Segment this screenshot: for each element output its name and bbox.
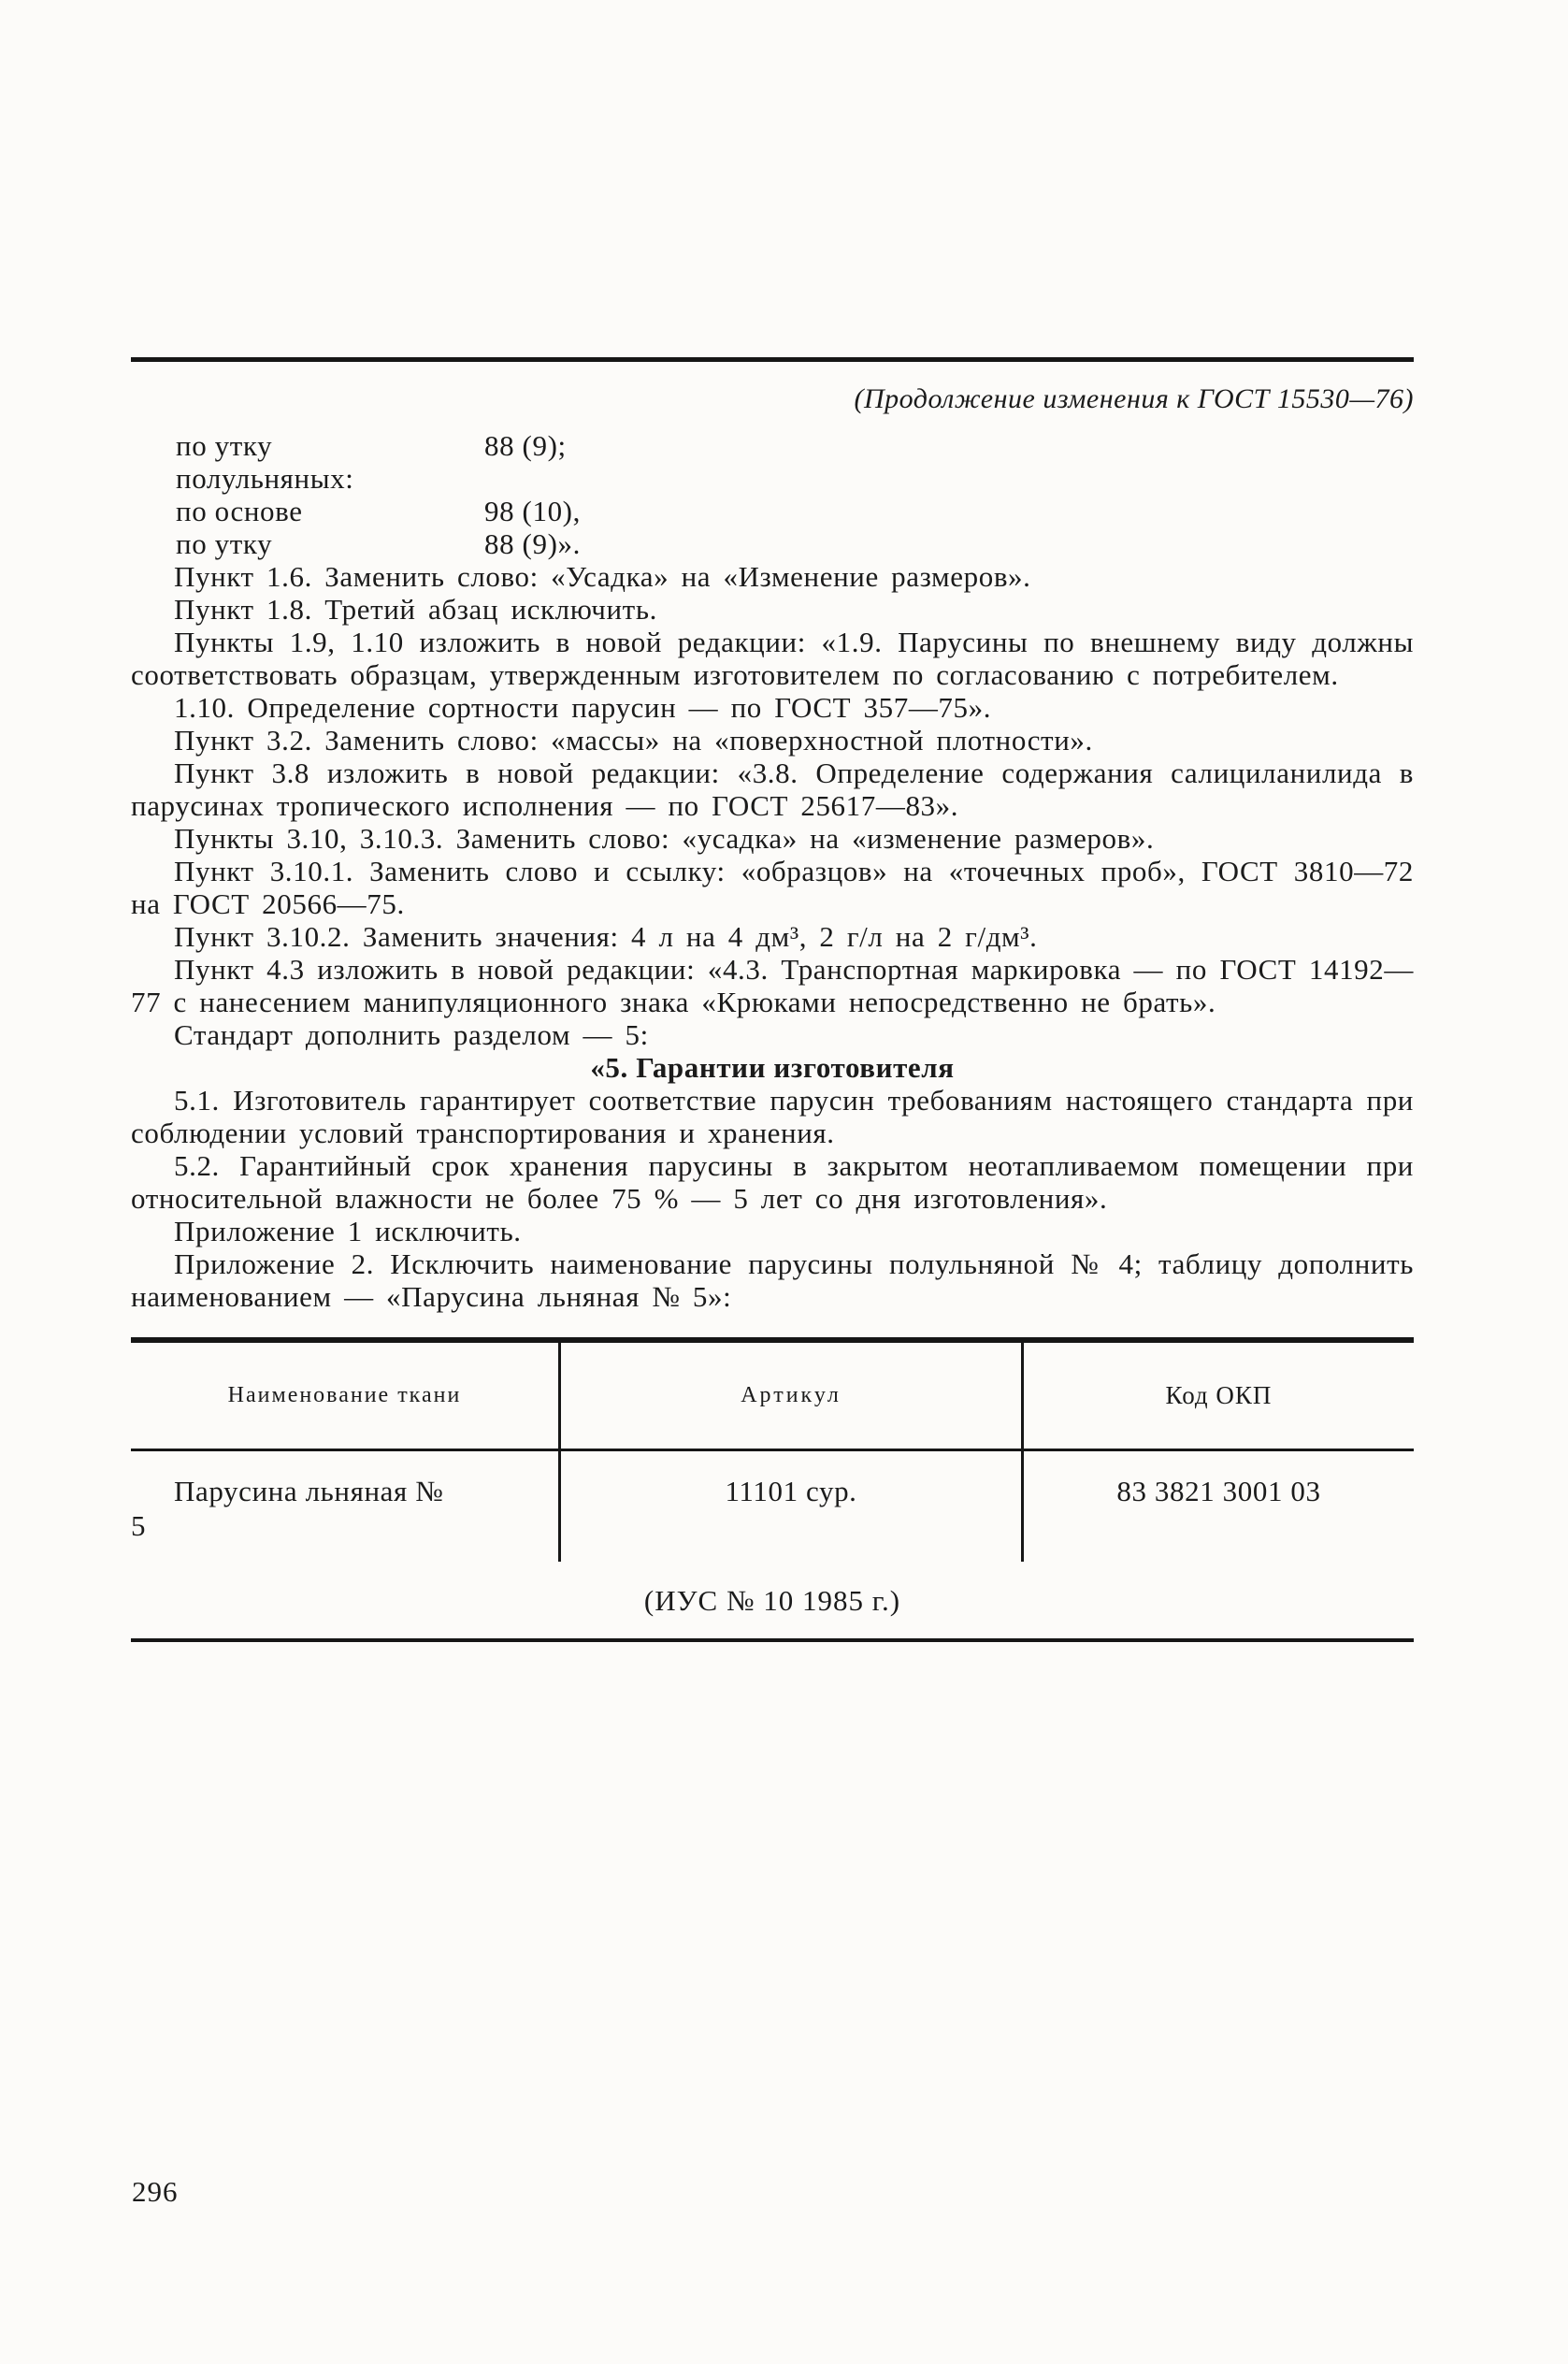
spec-value: 98 (10), bbox=[484, 495, 581, 527]
top-rule bbox=[131, 357, 1414, 362]
fabric-table bbox=[131, 1337, 1414, 1642]
paragraph: Стандарт дополнить разделом — 5: bbox=[174, 1018, 649, 1051]
paragraph: Пункт 3.2. Заменить слово: «массы» на «поверхностной плотности». bbox=[174, 724, 1093, 757]
bottom-rule bbox=[131, 1638, 1414, 1642]
table-header-article: Артикул bbox=[558, 1343, 1021, 1449]
paragraph: Пункты 3.10, 3.10.3. Заменить слово: «усадка» на «изменение размеров». bbox=[174, 822, 1155, 855]
paragraph: Приложение 2. Исключить наименование парусины полульняной № 4; таблицу дополнить наименованием — «Парусина льняная № 5»: bbox=[131, 1247, 1414, 1313]
paragraph: Пункт 3.10.2. Заменить значения: 4 л на 4 дм³, 2 г/л на 2 г/дм³. bbox=[174, 920, 1038, 953]
table-header-row bbox=[131, 1337, 1414, 1451]
paragraph: Пункт 1.6. Заменить слово: «Усадка» на «Изменение размеров». bbox=[174, 560, 1031, 593]
paragraph: 5.1. Изготовитель гарантирует соответствие парусин требованиям настоящего стандарта при соблюдении условий транспортирования и хранения. bbox=[131, 1084, 1414, 1149]
paragraph: Пункт 3.8 изложить в новой редакции: «3.8. Определение содержания салициланилида в парусинах тропического исполнения — по ГОСТ 25617—83». bbox=[131, 757, 1414, 822]
spec-label: полульняных: bbox=[176, 462, 354, 495]
paragraph: 5.2. Гарантийный срок хранения парусины в закрытом неотапливаемом помещении при относительной влажности не более 75 % — 5 лет со дня изготовления». bbox=[131, 1149, 1414, 1215]
cell-article: 11101 сур. bbox=[558, 1451, 1021, 1562]
spec-row bbox=[176, 462, 1414, 495]
section-heading: «5. Гарантии изготовителя bbox=[590, 1051, 955, 1084]
paragraph: Пункты 1.9, 1.10 изложить в новой редакции: «1.9. Парусины по внешнему виду должны соответствовать образцам, утвержденным изготовителем по согласованию с потребителем. bbox=[131, 626, 1414, 691]
spec-value: 88 (9)». bbox=[484, 527, 581, 560]
paragraph: Пункт 1.8. Третий абзац исключить. bbox=[174, 593, 657, 626]
page-content bbox=[131, 357, 1414, 1642]
spec-label: по утку bbox=[176, 429, 273, 462]
spec-list bbox=[131, 429, 1414, 560]
continuation-header: (Продолжение изменения к ГОСТ 15530—76) bbox=[854, 383, 1414, 414]
table-header-fabric-name: Наименование ткани bbox=[227, 1383, 462, 1407]
paragraph: Приложение 1 исключить. bbox=[174, 1215, 522, 1247]
spec-row bbox=[176, 429, 1414, 462]
spec-row bbox=[176, 527, 1414, 560]
ius-footnote: (ИУС № 10 1985 г.) bbox=[643, 1584, 901, 1617]
cell-okp-code: 83 3821 3001 03 bbox=[1021, 1451, 1414, 1562]
page-number: 296 bbox=[132, 2175, 179, 2208]
spec-label: по основе bbox=[176, 495, 303, 527]
table-row bbox=[131, 1451, 1414, 1562]
spec-row bbox=[176, 495, 1414, 527]
cell-fabric-name: Парусина льняная № 5 bbox=[131, 1475, 444, 1542]
paragraph: Пункт 3.10.1. Заменить слово и ссылку: «образцов» на «точечных проб», ГОСТ 3810—72 на ГОСТ 20566—75. bbox=[131, 855, 1414, 920]
table-header-okp-code: Код ОКП bbox=[1021, 1343, 1414, 1449]
spec-value: 88 (9); bbox=[484, 429, 567, 462]
paragraph: Пункт 4.3 изложить в новой редакции: «4.3. Транспортная маркировка — по ГОСТ 14192—77 с нанесением манипуляционного знака «Крюками непосредственно не брать». bbox=[131, 953, 1414, 1018]
spec-label: по утку bbox=[176, 527, 273, 560]
paragraph: 1.10. Определение сортности парусин — по ГОСТ 357—75». bbox=[174, 691, 992, 724]
